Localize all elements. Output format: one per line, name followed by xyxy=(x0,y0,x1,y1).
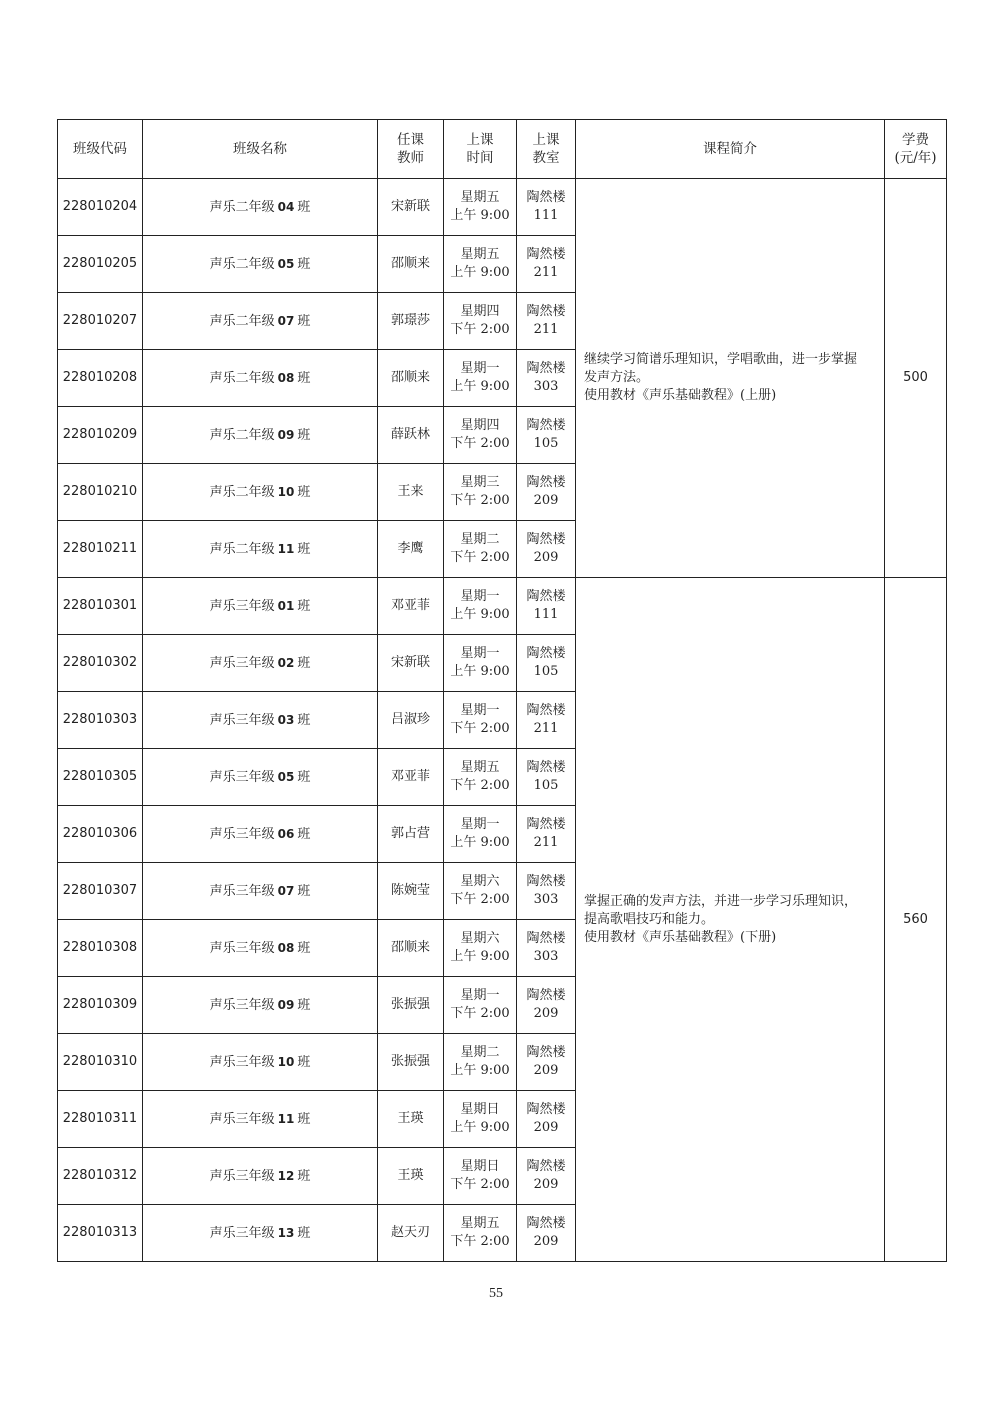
time-cell xyxy=(444,749,517,806)
class-name-suffix: 班 xyxy=(297,1054,311,1070)
class-code-cell: 228010209 xyxy=(58,407,143,464)
time-hour: 上午 9:00 xyxy=(450,664,510,679)
time-hour: 上午 9:00 xyxy=(450,607,510,622)
class-name-prefix: 声乐三年级 xyxy=(209,1054,275,1070)
room-building: 陶然楼 xyxy=(526,874,566,889)
teacher-cell: 王瑛 xyxy=(378,1148,444,1205)
class-name-number: 07 xyxy=(277,883,295,898)
header-fee xyxy=(885,120,947,179)
time-cell xyxy=(444,692,517,749)
time-hour: 下午 2:00 xyxy=(450,493,510,508)
room-cell xyxy=(517,236,576,293)
class-name-cell xyxy=(143,863,378,920)
class-name-cell xyxy=(143,578,378,635)
time-cell xyxy=(444,293,517,350)
header-fee-line2: (元/年) xyxy=(894,150,937,166)
teacher-cell: 郭璟莎 xyxy=(378,293,444,350)
header-teacher xyxy=(378,120,444,179)
room-number: 209 xyxy=(533,1120,559,1135)
teacher-cell: 薛跃林 xyxy=(378,407,444,464)
class-code-cell: 228010309 xyxy=(58,977,143,1034)
teacher-cell: 邵顺来 xyxy=(378,350,444,407)
class-name-prefix: 声乐二年级 xyxy=(209,541,275,557)
class-name-cell xyxy=(143,236,378,293)
time-hour: 下午 2:00 xyxy=(450,436,510,451)
room-building: 陶然楼 xyxy=(526,760,566,775)
time-hour: 上午 9:00 xyxy=(450,265,510,280)
teacher-cell: 李鹰 xyxy=(378,521,444,578)
class-name-suffix: 班 xyxy=(297,484,311,500)
class-name-suffix: 班 xyxy=(297,427,311,443)
class-name-cell xyxy=(143,1148,378,1205)
class-name-suffix: 班 xyxy=(297,541,311,557)
class-name-number: 03 xyxy=(277,712,295,727)
room-cell xyxy=(517,749,576,806)
header-room-line2: 教室 xyxy=(532,150,560,166)
class-name-suffix: 班 xyxy=(297,598,311,614)
class-code-cell: 228010305 xyxy=(58,749,143,806)
header-teacher-line2: 教师 xyxy=(397,150,424,166)
time-hour: 下午 2:00 xyxy=(450,550,510,565)
class-name-suffix: 班 xyxy=(297,1168,311,1184)
class-name-cell xyxy=(143,749,378,806)
class-name-prefix: 声乐三年级 xyxy=(209,769,275,785)
page-number: 55 xyxy=(489,1286,503,1301)
class-name-suffix: 班 xyxy=(297,997,311,1013)
table-body xyxy=(58,179,947,1262)
time-hour: 下午 2:00 xyxy=(450,1234,510,1249)
teacher-cell: 郭占营 xyxy=(378,806,444,863)
header-time-line2: 时间 xyxy=(466,150,494,166)
time-weekday: 星期日 xyxy=(460,1102,500,1117)
class-name-cell xyxy=(143,179,378,236)
class-name-prefix: 声乐二年级 xyxy=(209,313,275,329)
class-name-suffix: 班 xyxy=(297,940,311,956)
time-weekday: 星期一 xyxy=(460,589,500,604)
time-hour: 下午 2:00 xyxy=(450,1006,510,1021)
time-hour: 上午 9:00 xyxy=(450,835,510,850)
class-name-prefix: 声乐三年级 xyxy=(209,826,275,842)
course-intro-cell xyxy=(576,578,885,1262)
room-building: 陶然楼 xyxy=(526,1045,566,1060)
room-building: 陶然楼 xyxy=(526,304,566,319)
class-code-cell: 228010311 xyxy=(58,1091,143,1148)
class-name-cell xyxy=(143,1034,378,1091)
room-number: 211 xyxy=(533,835,559,850)
class-name-number: 07 xyxy=(277,313,295,328)
room-cell xyxy=(517,293,576,350)
room-building: 陶然楼 xyxy=(526,988,566,1003)
class-code-cell: 228010301 xyxy=(58,578,143,635)
room-number: 209 xyxy=(533,493,559,508)
room-number: 105 xyxy=(533,778,559,793)
class-name-number: 08 xyxy=(277,370,295,385)
time-cell xyxy=(444,635,517,692)
teacher-cell: 陈婉莹 xyxy=(378,863,444,920)
class-name-number: 09 xyxy=(277,997,295,1012)
teacher-cell: 邵顺来 xyxy=(378,920,444,977)
time-cell xyxy=(444,920,517,977)
class-name-suffix: 班 xyxy=(297,769,311,785)
course-intro-line: 使用教材《声乐基础教程》(下册) xyxy=(584,929,777,945)
room-building: 陶然楼 xyxy=(526,247,566,262)
time-weekday: 星期日 xyxy=(460,1159,500,1174)
class-name-suffix: 班 xyxy=(297,256,311,272)
class-code-cell: 228010313 xyxy=(58,1205,143,1262)
class-name-cell xyxy=(143,692,378,749)
room-cell xyxy=(517,1205,576,1262)
class-code-cell: 228010310 xyxy=(58,1034,143,1091)
class-code-cell: 228010306 xyxy=(58,806,143,863)
course-intro-line: 继续学习简谱乐理知识，学唱歌曲，进一步掌握 xyxy=(584,352,858,367)
time-cell xyxy=(444,1205,517,1262)
class-code-cell: 228010303 xyxy=(58,692,143,749)
time-cell xyxy=(444,863,517,920)
class-code-cell: 228010302 xyxy=(58,635,143,692)
room-cell xyxy=(517,407,576,464)
fee-cell: 560 xyxy=(885,578,947,1262)
room-number: 209 xyxy=(533,1063,559,1078)
room-building: 陶然楼 xyxy=(526,646,566,661)
header-teacher-line1: 任课 xyxy=(397,132,424,148)
time-weekday: 星期五 xyxy=(460,247,500,262)
class-name-number: 10 xyxy=(277,1054,295,1069)
room-cell xyxy=(517,350,576,407)
room-cell xyxy=(517,863,576,920)
room-number: 209 xyxy=(533,1006,559,1021)
class-name-suffix: 班 xyxy=(297,826,311,842)
room-building: 陶然楼 xyxy=(526,703,566,718)
time-weekday: 星期六 xyxy=(460,931,500,946)
class-code-cell: 228010205 xyxy=(58,236,143,293)
class-name-prefix: 声乐二年级 xyxy=(209,484,275,500)
room-cell xyxy=(517,635,576,692)
class-name-suffix: 班 xyxy=(297,1111,311,1127)
time-hour: 上午 9:00 xyxy=(450,949,510,964)
class-name-number: 12 xyxy=(277,1168,295,1183)
time-cell xyxy=(444,578,517,635)
class-name-number: 05 xyxy=(277,256,295,271)
header-class-name: 班级名称 xyxy=(143,120,378,179)
class-name-suffix: 班 xyxy=(297,655,311,671)
course-intro-line: 掌握正确的发声方法，并进一步学习乐理知识， xyxy=(584,893,858,909)
time-cell xyxy=(444,521,517,578)
time-weekday: 星期三 xyxy=(460,475,500,490)
room-building: 陶然楼 xyxy=(526,475,566,490)
room-number: 211 xyxy=(533,721,559,736)
class-name-prefix: 声乐二年级 xyxy=(209,427,275,443)
class-name-cell xyxy=(143,920,378,977)
room-building: 陶然楼 xyxy=(526,1102,566,1117)
time-cell xyxy=(444,806,517,863)
class-name-prefix: 声乐三年级 xyxy=(209,997,275,1013)
room-building: 陶然楼 xyxy=(526,817,566,832)
room-cell xyxy=(517,521,576,578)
room-cell xyxy=(517,578,576,635)
course-schedule-table xyxy=(57,119,947,1262)
teacher-cell: 王瑛 xyxy=(378,1091,444,1148)
time-hour: 下午 2:00 xyxy=(450,721,510,736)
time-weekday: 星期四 xyxy=(460,418,500,433)
class-code-cell: 228010308 xyxy=(58,920,143,977)
class-name-prefix: 声乐三年级 xyxy=(209,712,275,728)
class-code-cell: 228010207 xyxy=(58,293,143,350)
teacher-cell: 赵天刃 xyxy=(378,1205,444,1262)
header-class-code: 班级代码 xyxy=(58,120,143,179)
room-building: 陶然楼 xyxy=(526,589,566,604)
time-weekday: 星期五 xyxy=(460,190,500,205)
class-name-prefix: 声乐三年级 xyxy=(209,1168,275,1184)
class-name-cell xyxy=(143,1091,378,1148)
header-row xyxy=(58,120,947,179)
table-row xyxy=(58,179,947,236)
time-weekday: 星期二 xyxy=(460,1045,500,1060)
room-number: 209 xyxy=(533,1234,559,1249)
class-name-number: 06 xyxy=(277,826,295,841)
room-cell xyxy=(517,806,576,863)
header-intro: 课程简介 xyxy=(576,120,885,179)
course-intro-line: 使用教材《声乐基础教程》(上册) xyxy=(584,388,777,403)
room-number: 209 xyxy=(533,1177,559,1192)
time-hour: 下午 2:00 xyxy=(450,892,510,907)
time-weekday: 星期一 xyxy=(460,817,500,832)
room-cell xyxy=(517,692,576,749)
time-hour: 上午 9:00 xyxy=(450,379,510,394)
time-hour: 上午 9:00 xyxy=(450,1063,510,1078)
time-hour: 下午 2:00 xyxy=(450,778,510,793)
time-hour: 上午 9:00 xyxy=(450,208,510,223)
time-weekday: 星期一 xyxy=(460,646,500,661)
class-code-cell: 228010208 xyxy=(58,350,143,407)
room-building: 陶然楼 xyxy=(526,1159,566,1174)
teacher-cell: 宋新联 xyxy=(378,635,444,692)
class-name-suffix: 班 xyxy=(297,712,311,728)
class-name-cell xyxy=(143,350,378,407)
time-cell xyxy=(444,179,517,236)
class-name-number: 04 xyxy=(277,199,295,214)
room-number: 105 xyxy=(533,436,559,451)
class-name-cell xyxy=(143,806,378,863)
course-intro-cell xyxy=(576,179,885,578)
room-number: 111 xyxy=(533,607,559,622)
room-cell xyxy=(517,179,576,236)
room-number: 211 xyxy=(533,265,559,280)
class-name-prefix: 声乐二年级 xyxy=(209,370,275,386)
time-weekday: 星期二 xyxy=(460,532,500,547)
teacher-cell: 邓亚菲 xyxy=(378,578,444,635)
time-hour: 下午 2:00 xyxy=(450,322,510,337)
time-weekday: 星期六 xyxy=(460,874,500,889)
class-name-prefix: 声乐三年级 xyxy=(209,655,275,671)
class-name-cell xyxy=(143,1205,378,1262)
class-code-cell: 228010312 xyxy=(58,1148,143,1205)
room-building: 陶然楼 xyxy=(526,361,566,376)
time-cell xyxy=(444,1091,517,1148)
header-fee-line1: 学费 xyxy=(902,132,929,148)
class-name-number: 08 xyxy=(277,940,295,955)
class-name-prefix: 声乐二年级 xyxy=(209,199,275,215)
class-name-prefix: 声乐三年级 xyxy=(209,1111,275,1127)
class-name-cell xyxy=(143,977,378,1034)
room-building: 陶然楼 xyxy=(526,418,566,433)
room-building: 陶然楼 xyxy=(526,1216,566,1231)
time-cell xyxy=(444,350,517,407)
class-name-cell xyxy=(143,407,378,464)
time-cell xyxy=(444,1148,517,1205)
time-hour: 上午 9:00 xyxy=(450,1120,510,1135)
room-number: 209 xyxy=(533,550,559,565)
class-name-number: 01 xyxy=(277,598,295,613)
class-name-suffix: 班 xyxy=(297,1225,311,1241)
class-name-suffix: 班 xyxy=(297,370,311,386)
class-name-prefix: 声乐三年级 xyxy=(209,1225,275,1241)
time-weekday: 星期五 xyxy=(460,760,500,775)
time-cell xyxy=(444,1034,517,1091)
class-name-prefix: 声乐三年级 xyxy=(209,883,275,899)
room-cell xyxy=(517,464,576,521)
course-intro-line: 发声方法。 xyxy=(584,370,650,385)
room-building: 陶然楼 xyxy=(526,931,566,946)
time-weekday: 星期四 xyxy=(460,304,500,319)
class-name-number: 11 xyxy=(277,1111,295,1126)
class-name-number: 02 xyxy=(277,655,295,670)
class-name-suffix: 班 xyxy=(297,883,311,899)
room-cell xyxy=(517,1148,576,1205)
class-name-number: 09 xyxy=(277,427,295,442)
time-weekday: 星期一 xyxy=(460,988,500,1003)
teacher-cell: 邓亚菲 xyxy=(378,749,444,806)
room-number: 303 xyxy=(533,949,559,964)
time-weekday: 星期一 xyxy=(460,703,500,718)
time-cell xyxy=(444,236,517,293)
teacher-cell: 宋新联 xyxy=(378,179,444,236)
table-row xyxy=(58,578,947,635)
teacher-cell: 吕淑珍 xyxy=(378,692,444,749)
class-name-prefix: 声乐三年级 xyxy=(209,598,275,614)
time-cell xyxy=(444,407,517,464)
class-name-suffix: 班 xyxy=(297,199,311,215)
class-name-prefix: 声乐二年级 xyxy=(209,256,275,272)
teacher-cell: 王来 xyxy=(378,464,444,521)
course-intro-line: 提高歌唱技巧和能力。 xyxy=(584,911,715,927)
header-time-line1: 上课 xyxy=(466,132,494,148)
class-name-cell xyxy=(143,635,378,692)
room-number: 105 xyxy=(533,664,559,679)
time-hour: 下午 2:00 xyxy=(450,1177,510,1192)
room-number: 211 xyxy=(533,322,559,337)
class-name-cell xyxy=(143,293,378,350)
class-name-number: 11 xyxy=(277,541,295,556)
teacher-cell: 邵顺来 xyxy=(378,236,444,293)
table-header xyxy=(58,120,947,179)
room-cell xyxy=(517,977,576,1034)
room-number: 303 xyxy=(533,379,559,394)
class-name-number: 10 xyxy=(277,484,295,499)
teacher-cell: 张振强 xyxy=(378,977,444,1034)
room-building: 陶然楼 xyxy=(526,190,566,205)
room-cell xyxy=(517,1034,576,1091)
room-cell xyxy=(517,920,576,977)
time-weekday: 星期一 xyxy=(460,361,500,376)
fee-cell: 500 xyxy=(885,179,947,578)
class-name-prefix: 声乐三年级 xyxy=(209,940,275,956)
class-name-suffix: 班 xyxy=(297,313,311,329)
class-name-number: 05 xyxy=(277,769,295,784)
room-number: 303 xyxy=(533,892,559,907)
class-code-cell: 228010211 xyxy=(58,521,143,578)
room-cell xyxy=(517,1091,576,1148)
time-cell xyxy=(444,464,517,521)
header-room xyxy=(517,120,576,179)
class-code-cell: 228010204 xyxy=(58,179,143,236)
time-cell xyxy=(444,977,517,1034)
class-name-number: 13 xyxy=(277,1225,295,1240)
time-weekday: 星期五 xyxy=(460,1216,500,1231)
teacher-cell: 张振强 xyxy=(378,1034,444,1091)
class-code-cell: 228010210 xyxy=(58,464,143,521)
room-number: 111 xyxy=(533,208,559,223)
class-name-cell xyxy=(143,521,378,578)
class-code-cell: 228010307 xyxy=(58,863,143,920)
header-time xyxy=(444,120,517,179)
header-room-line1: 上课 xyxy=(532,132,560,148)
class-name-cell xyxy=(143,464,378,521)
room-building: 陶然楼 xyxy=(526,532,566,547)
